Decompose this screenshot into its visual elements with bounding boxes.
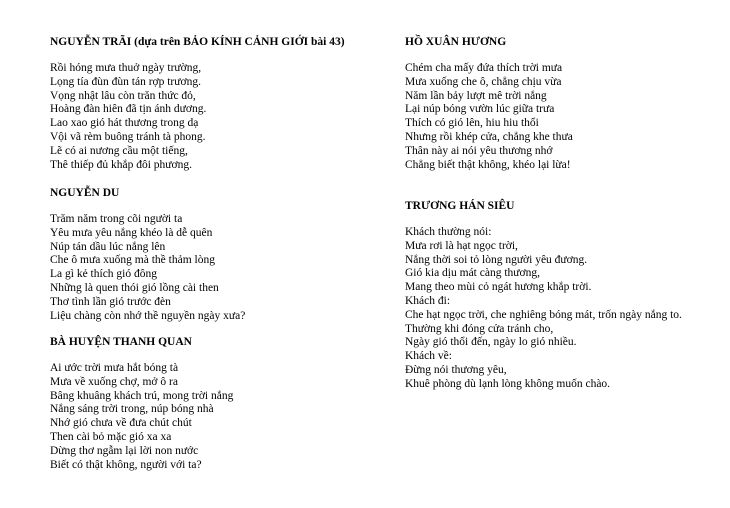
poem-line: Chém cha mấy đứa thích trời mưa <box>405 62 563 74</box>
poem-line: Khuê phòng dù lạnh lòng không muốn chào. <box>405 377 611 390</box>
poem-title: NGUYỄN DU <box>50 187 120 199</box>
poem-nguyen-du <box>50 187 380 323</box>
poem-line: Then cài bỏ mặc gió xa xa <box>50 430 172 443</box>
poem-truong-han-sieu <box>405 200 720 392</box>
poem-body <box>50 213 380 323</box>
poem-line: Thân này ai nói yêu thương nhớ <box>405 144 553 157</box>
poem-line: Hoàng đàn hiên đã tịn ánh dương. <box>50 103 207 116</box>
poem-line: Thích có gió lên, hiu hiu thổi <box>405 117 539 130</box>
poem-line: Khách về: <box>405 350 452 363</box>
poem-line: Gió kia dịu mát càng thương, <box>405 267 540 280</box>
poem-line: Lại núp bóng vườn lúc giữa trưa <box>405 103 555 116</box>
poem-ba-huyen-thanh-quan <box>50 336 380 472</box>
poem-line: Khách đi: <box>405 294 451 307</box>
poem-line: Đừng nói thương yêu, <box>405 363 507 376</box>
poem-line: Vọng nhật lâu còn trăn thức đỏ, <box>50 89 196 102</box>
poem-line: La gì kẻ thích gió đông <box>50 268 157 281</box>
poem-body <box>405 226 720 392</box>
poem-line: Rồi hóng mưa thuở ngày trường, <box>50 62 202 74</box>
poem-line: Thường khi đóng cửa tránh cho, <box>405 322 554 335</box>
author-name: NGUYỄN TRÃI <box>50 36 132 48</box>
poem-line: Mưa xuống che ô, chẳng chịu vừa <box>405 75 562 88</box>
poem-title: BÀ HUYỆN THANH QUAN <box>50 336 192 348</box>
poem-ho-xuan-huong <box>405 36 720 172</box>
poem-line: Lọng tía đùn đùn tán rợp trương. <box>50 75 201 88</box>
poem-line: Khách thường nói: <box>405 226 492 238</box>
poem-line: Nắng thời soi tỏ lòng người yêu đương. <box>405 253 588 266</box>
poem-line: Biết có thật không, người với ta? <box>50 458 202 471</box>
poem-nguyen-trai <box>50 36 380 172</box>
poem-line: Mang theo mùi cỏ ngát hương khắp trời. <box>405 281 592 294</box>
poem-line: Nhưng rồi khép cửa, chẳng khe thưa <box>405 130 573 143</box>
poem-line: Năm lần bảy lượt mê trời nắng <box>405 89 547 102</box>
poem-line: Vội vã rèm buông tránh tà phong. <box>50 130 206 143</box>
poem-line: Lao xao gió hát thương trong dạ <box>50 117 199 130</box>
poem-subtitle: (dựa trên BẢO KÍNH CẢNH GIỚI bài 43) <box>134 36 345 48</box>
poem-line: Mưa về xuống chợ, mở ô ra <box>50 375 178 388</box>
poem-line: Che ô mưa xuống mà thề thảm lòng <box>50 254 215 267</box>
poem-title <box>50 36 380 49</box>
poem-title: HỒ XUÂN HƯƠNG <box>405 36 507 48</box>
poem-line: Ai ước trời mưa hắt bóng tà <box>50 362 179 374</box>
poem-line: Thê thiếp đủ khắp đôi phương. <box>50 158 192 171</box>
poem-title: TRƯƠNG HÁN SIÊU <box>405 200 515 212</box>
poem-line: Bâng khuâng khách trú, mong trời nắng <box>50 389 234 402</box>
poem-line: Thơ tình lần gió trước đèn <box>50 295 171 308</box>
poem-line: Nắng sáng trời trong, núp bóng nhà <box>50 403 214 416</box>
poem-body <box>50 362 380 472</box>
poem-body <box>405 62 720 172</box>
poem-line: Trăm năm trong cõi người ta <box>50 213 183 225</box>
poem-line: Những là quen thói gió lồng cài then <box>50 281 219 294</box>
poem-line: Lẽ có ai nương cầu một tiếng, <box>50 144 188 157</box>
poem-line: Mưa rơi là hạt ngọc trời, <box>405 239 518 252</box>
poem-line: Che hạt ngọc trời, che nghiêng bóng mát, trốn ngày nắng to. <box>405 308 682 321</box>
poem-line: Liệu chàng còn nhớ thề nguyền ngày xưa? <box>50 309 246 322</box>
poem-line: Chẳng biết thật không, khéo lại lừa! <box>405 158 571 171</box>
poem-line: Dừng thơ ngẫm lại lời non nước <box>50 444 199 457</box>
poem-line: Yêu mưa yêu nắng khéo là dễ quên <box>50 226 213 239</box>
poem-line: Núp tán dầu lúc nắng lên <box>50 240 166 253</box>
poem-body <box>50 62 380 172</box>
poem-line: Nhớ gió chưa về đưa chút chút <box>50 417 192 430</box>
poem-line: Ngày gió thổi đến, ngày lo gió nhiều. <box>405 336 577 349</box>
